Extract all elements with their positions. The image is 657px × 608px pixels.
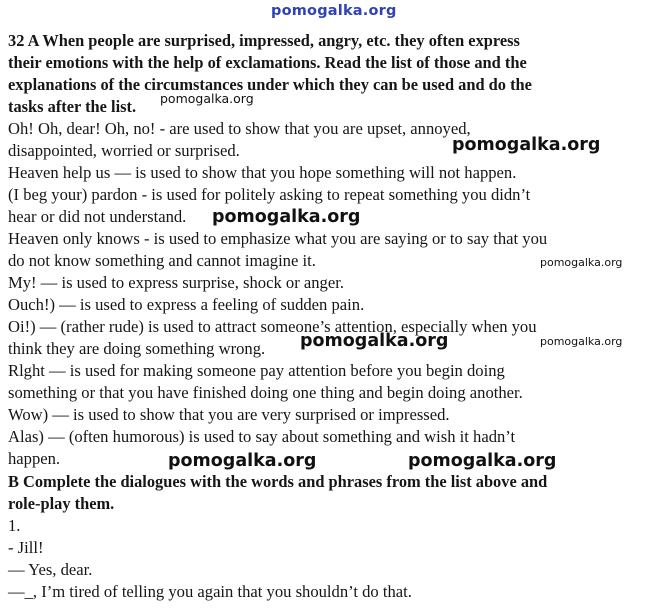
- task-a-heading-line-1: 32 A When people are surprised, impressed, angry, etc. they often express: [8, 31, 520, 50]
- exclamation-line: Oi!) — (rather rude) is used to attract someone’s attention, especially when you: [8, 317, 537, 336]
- exclamation-line: (I beg your) pardon - is used for politely asking to repeat something you didn’t: [8, 185, 531, 204]
- task-a-heading-line-3: explanations of the circumstances under which they can be used and do the: [8, 75, 532, 94]
- exclamation-line: happen.: [8, 449, 61, 468]
- exclamation-line: something or that you have finished doing one thing and begin doing another.: [8, 383, 523, 402]
- exclamation-line: Ouch!) — is used to express a feeling of sudden pain.: [8, 295, 365, 314]
- watermark-top: pomogalka.org: [271, 3, 397, 19]
- exclamation-line: think they are doing something wrong.: [8, 339, 266, 358]
- textbook-page: [8, 0, 653, 608]
- exclamation-line: Alas) — (often humorous) is used to say about something and wish it hadn’t: [8, 427, 516, 446]
- exclamation-line: Oh! Oh, dear! Oh, no! - are used to show that you are upset, annoyed,: [8, 119, 471, 138]
- watermark: pomogalka.org: [160, 91, 254, 106]
- exclamation-line: hear or did not understand.: [8, 207, 187, 226]
- dialogue-number: 1.: [8, 516, 21, 535]
- task-b-heading-line-1: B Complete the dialogues with the words and phrases from the list above and: [8, 472, 548, 491]
- exclamation-line: Heaven help us — is used to show that you hope something will not happen.: [8, 163, 517, 182]
- watermark: pomogalka.org: [300, 331, 449, 351]
- dialogue-line: —_, I’m tired of telling you again that you shouldn’t do that.: [8, 582, 412, 601]
- task-a-heading-line-4: tasks after the list.: [8, 97, 137, 116]
- watermark: pomogalka.org: [452, 135, 601, 155]
- exclamation-line: Rlght — is used for making someone pay attention before you begin doing: [8, 361, 505, 380]
- task-a-heading-line-2: their emotions with the help of exclamations. Read the list of those and the: [8, 53, 527, 72]
- watermark: pomogalka.org: [212, 207, 361, 227]
- dialogue-line: — Yes, dear.: [8, 560, 93, 579]
- exclamation-line: do not know something and cannot imagine it.: [8, 251, 316, 270]
- exclamation-line: Wow) — is used to show that you are very surprised or impressed.: [8, 405, 450, 424]
- dialogue-line: - Jill!: [8, 538, 44, 557]
- watermark: pomogalka.org: [408, 451, 557, 471]
- exclamation-line: Heaven only knows - is used to emphasize what you are saying or to say that you: [8, 229, 548, 248]
- watermark: pomogalka.org: [540, 256, 623, 269]
- task-b-heading-line-2: role-play them.: [8, 494, 115, 513]
- exclamation-line: My! — is used to express surprise, shock or anger.: [8, 273, 344, 292]
- watermark: pomogalka.org: [540, 335, 623, 348]
- exclamation-line: disappointed, worried or surprised.: [8, 141, 240, 160]
- watermark: pomogalka.org: [168, 451, 317, 471]
